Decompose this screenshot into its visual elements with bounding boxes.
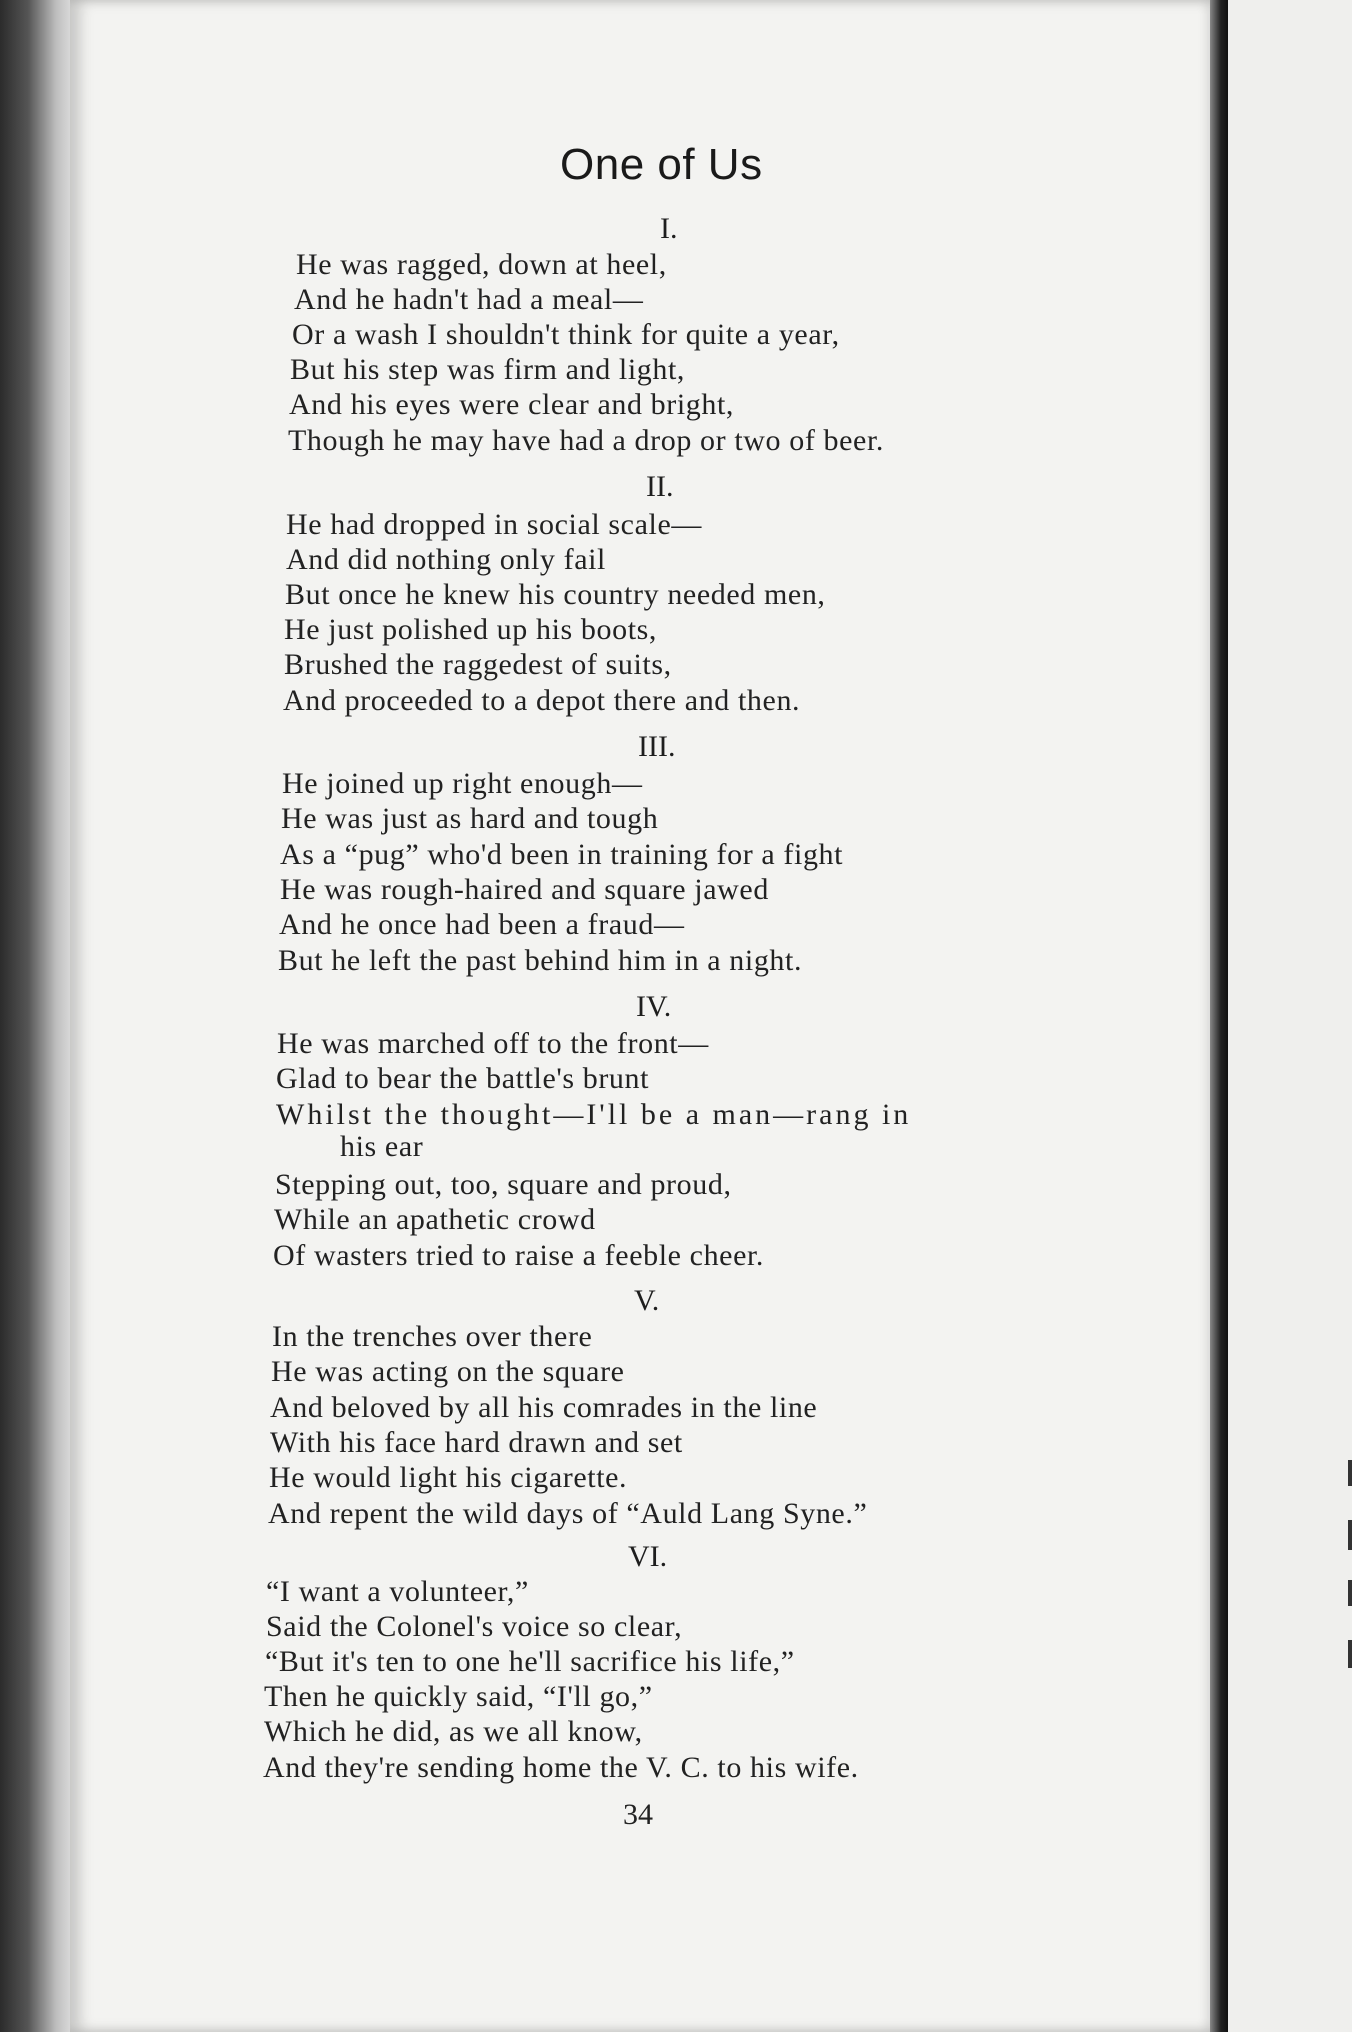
poem-line: “But it's ten to one he'll sacrifice his life,”: [265, 1645, 795, 1678]
poem-line: And his eyes were clear and bright,: [289, 388, 735, 421]
poem-line: Said the Colonel's voice so clear,: [266, 1610, 683, 1643]
poem-line: But once he knew his country needed men,: [285, 578, 826, 611]
poem-line: He was marched off to the front—: [277, 1027, 709, 1060]
poem-line: Which he did, as we all know,: [264, 1715, 643, 1748]
poem-line: In the trenches over there: [272, 1320, 593, 1353]
poem-line: Of wasters tried to raise a feeble cheer.: [273, 1239, 765, 1272]
poem-line: He would light his cigarette.: [269, 1461, 628, 1494]
stanza-number: II.: [646, 470, 674, 503]
poem-line: Stepping out, too, square and proud,: [275, 1168, 732, 1201]
poem-line: And beloved by all his comrades in the line: [270, 1391, 818, 1424]
poem-line: He was ragged, down at heel,: [296, 248, 667, 281]
poem-line: He had dropped in social scale—: [286, 508, 702, 541]
poem-line: Whilst the thought—I'll be a man—rang in: [276, 1098, 912, 1131]
poem-line: He was rough-haired and square jawed: [280, 873, 769, 906]
poem-line: And he once had been a fraud—: [279, 908, 685, 941]
stanza-number: I.: [660, 212, 678, 245]
stanza-number: IV.: [636, 990, 672, 1023]
poem-line: And proceeded to a depot there and then.: [283, 684, 801, 717]
poem-line: And he hadn't had a meal—: [294, 283, 644, 316]
poem-line: And they're sending home the V. C. to his wife.: [263, 1751, 859, 1784]
poem-line: But his step was firm and light,: [290, 353, 686, 386]
poem-line: He just polished up his boots,: [284, 613, 658, 646]
poem-line: Glad to bear the battle's brunt: [276, 1062, 650, 1095]
poem-line: Brushed the raggedest of suits,: [284, 648, 672, 681]
page-number: 34: [623, 1798, 653, 1831]
poem-line: As a “pug” who'd been in training for a fight: [280, 838, 844, 871]
poem-line: While an apathetic crowd: [274, 1203, 596, 1236]
poem-line: Or a wash I shouldn't think for quite a year,: [292, 318, 840, 351]
poem-line: He joined up right enough—: [282, 767, 643, 800]
stanza-number: III.: [638, 730, 676, 763]
poem-line: But he left the past behind him in a night.: [278, 944, 803, 977]
poem-line: And repent the wild days of “Auld Lang Syne.”: [268, 1497, 868, 1530]
poem-title: One of Us: [560, 140, 763, 189]
poem-line: He was acting on the square: [271, 1355, 625, 1388]
poem-line: “I want a volunteer,”: [266, 1575, 529, 1608]
poem-line: With his face hard drawn and set: [270, 1426, 683, 1459]
poem-line: He was just as hard and tough: [281, 802, 659, 835]
poem-line: Though he may have had a drop or two of beer.: [288, 424, 884, 457]
stanza-number: V.: [634, 1284, 660, 1317]
poem-line: And did nothing only fail: [286, 543, 606, 576]
poem-line: Then he quickly said, “I'll go,”: [264, 1680, 653, 1713]
stanza-number: VI.: [628, 1540, 668, 1573]
poem-line-continuation: his ear: [340, 1130, 424, 1163]
